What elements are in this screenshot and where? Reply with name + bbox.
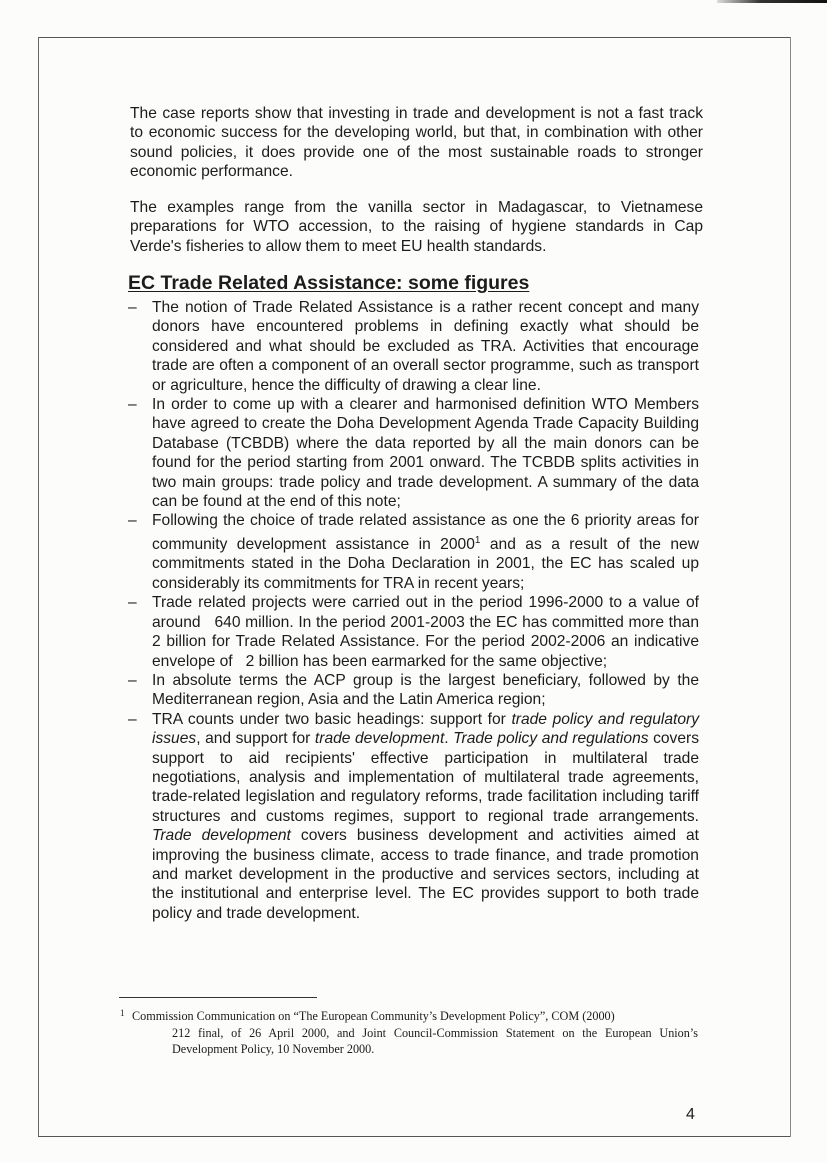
page-border-right — [790, 37, 791, 1137]
bullet-text-beneficiaries: In absolute terms the ACP group is the largest beneficiary, followed by the Mediterranean region, Asia and the Latin America region; — [152, 671, 699, 709]
footnote-separator — [119, 997, 317, 998]
list-item — [152, 511, 699, 593]
italic-trade-development: trade development — [314, 730, 445, 748]
list-item — [152, 395, 699, 511]
footnote-mark: 1 — [120, 1008, 125, 1018]
footnote-reference: 1 — [474, 534, 481, 546]
page-border-bottom — [38, 1136, 790, 1137]
footnote — [120, 1008, 698, 1058]
bullet-text-tcbdb: In order to come up with a clearer and harmonised definition WTO Members have agreed to create the Doha Development Agenda Trade Capacity Building Database (TCBDB) where the data reported by all the main donors can be found for the period starting from 2001 onward. The TCBDB splits activities in two main groups: trade policy and trade development. A summary of the data can be found at the end of this note; — [152, 396, 699, 511]
page-number: 4 — [686, 1106, 695, 1123]
list-item — [152, 710, 699, 923]
list-item — [152, 671, 699, 710]
footnote-line-1: Commission Communication on “The European Community’s Development Policy”, COM (2000) — [132, 1009, 615, 1023]
list-item — [152, 298, 699, 395]
intro-paragraph-1: The case reports show that investing in trade and development is not a fast track to economic success for the developing world, but that, in combination with other sound policies, it does provide one of the most sustainable roads to stronger economic performance. — [130, 105, 703, 181]
intro-paragraph-2: The examples range from the vanilla sector in Madagascar, to Vietnamese preparations for WTO accession, to the raising of hygiene standards in Cap Verde's fisheries to allow them to meet EU health standards. — [130, 199, 703, 255]
bullet-text-headings-3: . — [444, 730, 454, 748]
bullet-text-headings-4: covers support to aid recipients' effective participation in multilateral trade negotiations, analysis and implementation of multilateral trade agreements, trade-related legislation and regulatory reforms, trade facilitation including tariff structures and customs regimes, support to regional trade arrangements. — [152, 730, 700, 825]
bullet-text-priority: Following the choice of trade related assistance as one the 6 priority areas for community development assistance in 2000 — [152, 512, 699, 554]
figures-list — [152, 298, 712, 923]
bullet-text-figures: Trade related projects were carried out in the period 1996-2000 to a value of around 640 million. In the period 2001-2003 the EC has committed more than 2 billion for Trade Related Assistance. For the period 2002-2006 an indicative envelope of 2 billion has been earmarked for the same objective; — [152, 594, 712, 670]
bullet-text-headings: TRA counts under two basic headings: support for — [152, 710, 512, 728]
bullet-text-priority-cont: and as a result of the new commitments stated in the Doha Declaration in 2001, the EC has scaled up considerably its commitments for TRA in recent years; — [152, 536, 699, 592]
bullet-text-headings-5: covers business development and activities aimed at improving the business climate, access to trade finance, and trade promotion and market development in the productive and services sectors, including at the institutional and enterprise level. The EC provides support to both trade policy and trade development. — [152, 827, 700, 922]
section-heading: EC Trade Related Assistance: some figures — [128, 272, 530, 294]
page-border-left — [38, 37, 39, 1137]
italic-trade-development-2: Trade development — [152, 827, 291, 845]
bullet-text-headings-2: , and support for — [196, 730, 315, 748]
list-item — [152, 593, 712, 671]
bullet-text-tra-concept: The notion of Trade Related Assistance is a rather recent concept and many donors have encountered problems in defining exactly what should be considered and what should be excluded as TRA. Activities that encourage trade are often a component of an overall sector programme, such as transport or agriculture, hence the difficulty of drawing a clear line. — [152, 299, 699, 394]
italic-trade-policy: trade policy and regulatory issues — [152, 710, 699, 748]
page-border-top — [38, 37, 791, 38]
italic-policy-regulations: Trade policy and regulations — [453, 730, 649, 748]
scan-artifact — [717, 0, 827, 3]
footnote-rest: 212 final, of 26 April 2000, and Joint Council-Commission Statement on the European Union’s Development Policy, 10 November 2000. — [172, 1025, 698, 1056]
